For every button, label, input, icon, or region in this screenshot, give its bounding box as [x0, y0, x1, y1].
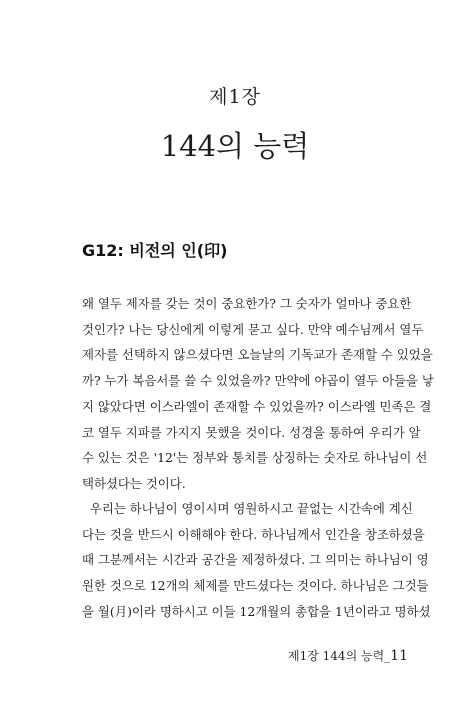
paragraph-line: 수 있는 것은 '12'는 정부와 통치를 상징하는 숫자로 하나님이 선 [82, 450, 428, 466]
paragraph-line: 까? 누가 복음서를 쓸 수 있었을까? 만약에 야곱이 열두 아들을 낳 [82, 373, 434, 389]
paragraph-line: 때 그분께서는 시간과 공간을 제정하셨다. 그 의미는 하나님이 영 [82, 552, 429, 568]
paragraph-line: 우리는 하나님이 영이시며 영원하시고 끝없는 시간속에 계신 [82, 501, 413, 516]
paragraph-line: 코 열두 지파를 가지지 못했을 것이다. 성경을 통하여 우리가 알 [82, 424, 421, 440]
paragraph-line: 것인가? 나는 당신에게 이렇게 묻고 싶다. 만약 예수님께서 열두 [82, 321, 424, 337]
paragraph-line: 을 월(月)이라 명하시고 이들 12개월의 총합을 1년이라고 명하셨 [82, 603, 431, 619]
paragraph-line: 왜 열두 제자를 갖는 것이 중요한가? 그 숫자가 얼마나 중요한 [82, 296, 412, 311]
section-heading: G12: 비전의 인(印) [82, 241, 228, 260]
page-number: 11 [390, 648, 408, 664]
chapter-title: 144의 능력 [160, 129, 310, 163]
paragraph-line: 다는 것을 반드시 이해해야 한다. 하나님께서 인간을 창조하셨을 [82, 526, 425, 542]
running-head: 제1장 144의 능력_ [288, 649, 391, 663]
chapter-label: 제1장 [209, 86, 261, 108]
paragraph-2 [82, 496, 431, 625]
paragraph-line: 원한 것으로 12개의 체제를 만드셨다는 것이다. 하나님은 그것들 [82, 578, 429, 594]
paragraph-1 [82, 291, 434, 497]
page-footer [288, 647, 408, 664]
paragraph-line: 지 않았다면 이스라엘이 존재할 수 있었을까? 이스라엘 민족은 결 [82, 398, 432, 414]
paragraph-line: 택하셨다는 것이다. [82, 475, 186, 491]
paragraph-line: 제자를 선택하지 않으셨다면 오늘날의 기독교가 존재할 수 있었을 [82, 347, 433, 363]
